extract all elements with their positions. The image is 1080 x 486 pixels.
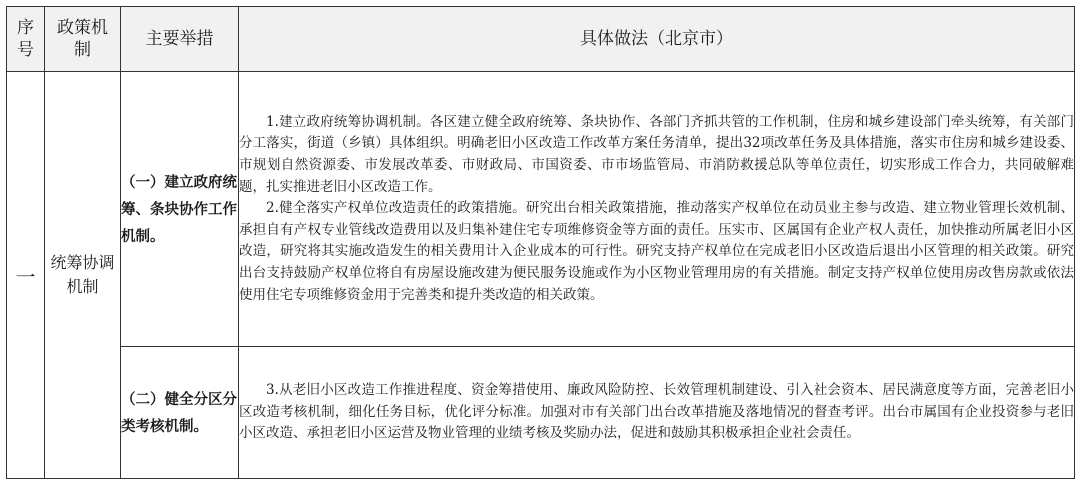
table-row: [7, 72, 1075, 347]
row-mechanism: 统筹协调机制: [45, 72, 121, 479]
detail-paragraph: 3.从老旧小区改造工作推进程度、资金筹措使用、廉政风险防控、长效管理机制建设、引入社会资本、居民满意度等方面，完善老旧小区改造考核机制，细化任务目标，优化评分标准。加强对市有关部门出台改革措施及落地情况的督查考评。出台市属国有企业投资参与老旧小区改造、承担老旧小区运营及物业管理的业绩考核及奖励办法，促进和鼓励其积极承担企业社会责任。: [239, 382, 1074, 442]
header-mechanism: 政策机制: [45, 7, 121, 72]
row-seq: 一: [7, 72, 45, 479]
detail-paragraph: 2.健全落实产权单位改造责任的政策措施。研究出台相关政策措施，推动落实产权单位在动员业主参与改造、建立物业管理长效机制、承担自有产权专业管线改造费用以及归集补建住宅专项维修资金等方面的责任。压实市、区属国有企业产权人责任，加快推动所属老旧小区改造，研究将其实施改造发生的相关费用计入企业成本的可行性。研究支持产权单位在完成老旧小区改造后退出小区管理的相关政策。研究出台支持鼓励产权单位将自有房屋设施改建为便民服务设施或作为小区物业管理用房的有关措施。制定支持产权单位使用房改售房款或依法使用住宅专项维修资金用于完善类和提升类改造的相关政策。: [239, 200, 1074, 303]
header-practice: 具体做法（北京市）: [239, 7, 1075, 72]
measure-detail: [239, 72, 1075, 347]
policy-table: [6, 6, 1075, 479]
measure-title: （一）建立政府统筹、条块协作工作机制。: [121, 72, 239, 347]
header-measures: 主要举措: [121, 7, 239, 72]
table-row: [7, 347, 1075, 479]
header-seq: 序号: [7, 7, 45, 72]
measure-title: （二）健全分区分类考核机制。: [121, 347, 239, 479]
header-row: [7, 7, 1075, 72]
detail-paragraph: 1.建立政府统筹协调机制。各区建立健全政府统筹、条块协作、各部门齐抓共管的工作机制，住房和城乡建设部门牵头统筹，有关部门分工落实，街道（乡镇）具体组织。明确老旧小区改造工作改革方案任务清单，提出32项改革任务及具体措施，落实市住房和城乡建设委、市规划自然资源委、市发展改革委、市财政局、市国资委、市市场监管局、市消防救援总队等单位责任，切实形成工作合力，共同破解难题，扎实推进老旧小区改造工作。: [239, 113, 1074, 195]
measure-detail: [239, 347, 1075, 479]
